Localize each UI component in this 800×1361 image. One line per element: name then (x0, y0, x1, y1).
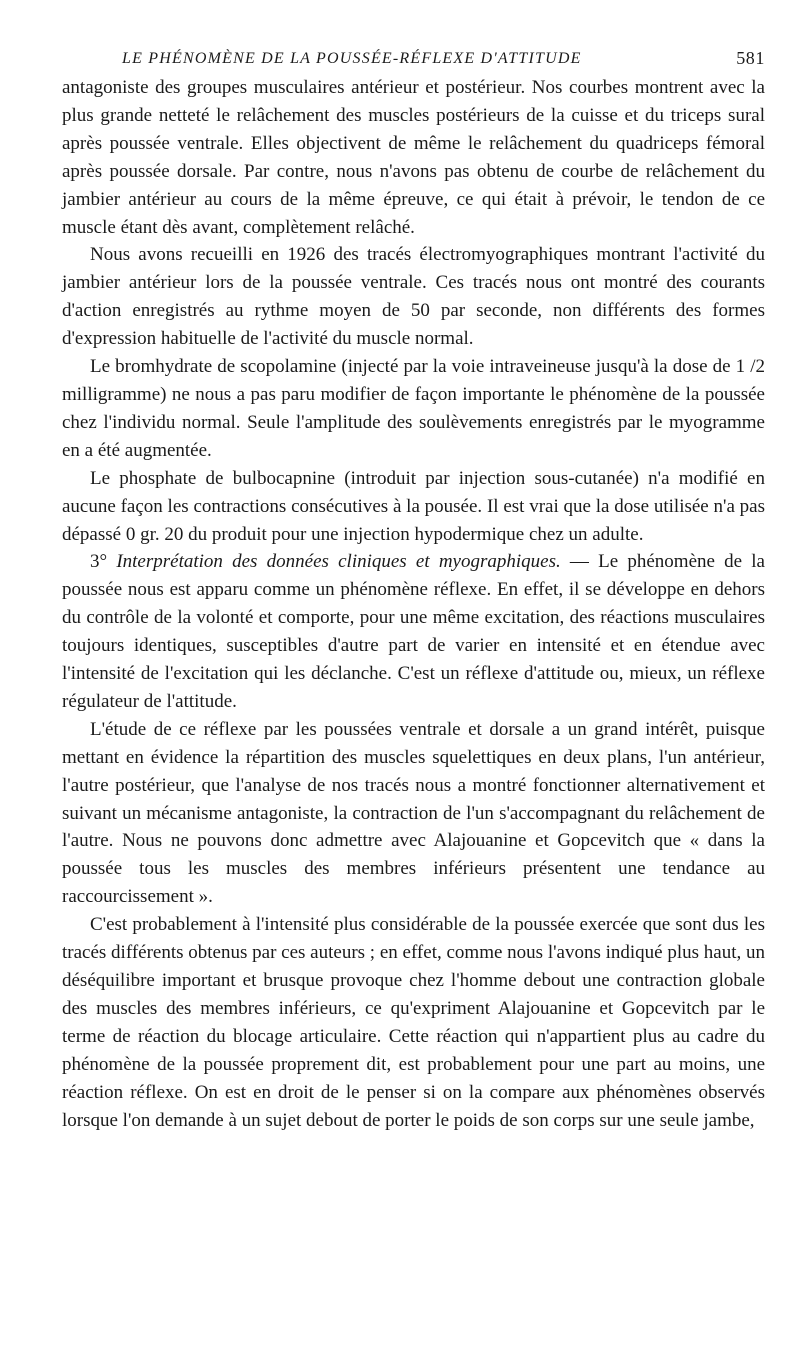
paragraph-text: Le phosphate de bulbocapnine (introduit par injection sous-cutanée) n'a modifié en aucune façon les contractions consécutives à la pousée. Il est vrai que la dose utilisée n'a pas dépassé 0 gr. 20 du produit pour une injection hypodermique chez un adulte. (62, 467, 765, 545)
paragraph (62, 241, 765, 353)
section-paragraph (62, 548, 765, 715)
paragraph (62, 465, 765, 549)
section-number: 3° (90, 551, 108, 573)
paragraph-text: L'étude de ce réflexe par les poussées ventrale et dorsale a un grand intérêt, puisque mettant en évidence la répartition des muscles squelettiques en deux plans, l'un antérieur, l'autre postérieur, que l'analyse de nos tracés nous a montré fonctionner alternativement et suivant un mécanisme antagoniste, la contraction de l'un s'accompagnant du relâchement de l'autre. Nous ne pouvons donc admettre avec Alajouanine et Gopcevitch que « dans la poussée tous les muscles des membres inférieurs présentent une tendance au raccourcissement ». (62, 718, 765, 908)
paragraph-text: C'est probablement à l'intensité plus considérable de la poussée exercée que sont dus les tracés différents obtenus par ces auteurs ; en effet, comme nous l'avons indiqué plus haut, un déséquilibre important et brusque provoque chez l'homme debout une contraction globale des muscles des membres inférieurs, ce qu'expriment Alajouanine et Gopcevitch par le terme de réaction du blocage articulaire. Cette réaction qui n'appartient plus au cadre du phénomène de la poussée proprement dit, est probablement pour une part au moins, une réaction réflexe. On est en droit de le penser si on la compare aux phénomènes observés lorsque l'on demande à un sujet debout de porter le poids de son corps sur une seule jambe, (62, 914, 765, 1131)
paragraph (62, 74, 765, 241)
running-head-title: LE PHÉNOMÈNE DE LA POUSSÉE-RÉFLEXE D'ATTITUDE (122, 50, 582, 67)
paragraph-text: antagoniste des groupes musculaires antérieur et postérieur. Nos courbes montrent avec la plus grande netteté le relâchement des muscles postérieurs de la cuisse et du triceps sural après poussée ventrale. Elles objectivent de même le relâchement du quadriceps fémoral après poussée dorsale. Par contre, nous n'avons pas obtenu de courbe de relâchement du jambier antérieur au cours de la même épreuve, ce qui était à prévoir, le tendon de ce muscle étant dès avant, complètement relâché. (62, 77, 765, 238)
paragraph (62, 911, 765, 1134)
running-head (62, 44, 765, 74)
body-text (62, 74, 765, 1134)
paragraph (62, 353, 765, 465)
section-title: Interprétation des données cliniques et myographiques. (116, 551, 561, 573)
page (62, 44, 765, 1134)
paragraph-text: Nous avons recueilli en 1926 des tracés électromyographiques montrant l'activité du jambier antérieur lors de la poussée ventrale. Ces tracés nous ont montré des courants d'action enregistrés au rythme moyen de 50 par seconde, non différents des formes d'expression habituelle de l'activité du muscle normal. (62, 244, 765, 350)
paragraph (62, 716, 765, 911)
paragraph-text: Le bromhydrate de scopolamine (injecté par la voie intraveineuse jusqu'à la dose de 1 /2 milligramme) ne nous a pas paru modifier de façon importante le phénomène de la poussée chez l'individu normal. Seule l'amplitude des soulèvements enregistrés par le myogramme en a été augmentée. (62, 356, 765, 461)
page-number: 581 (736, 48, 765, 68)
paragraph-text: — Le phénomène de la poussée nous est apparu comme un phénomène réflexe. En effet, il se développe en dehors du contrôle de la volonté et comporte, pour une même excitation, des réactions musculaires toujours identiques, susceptibles d'autre part de varier en intensité et en étendue avec l'intensité de l'excitation qui les déclanche. C'est un réflexe d'attitude ou, mieux, un réflexe régulateur de l'attitude. (62, 551, 765, 712)
